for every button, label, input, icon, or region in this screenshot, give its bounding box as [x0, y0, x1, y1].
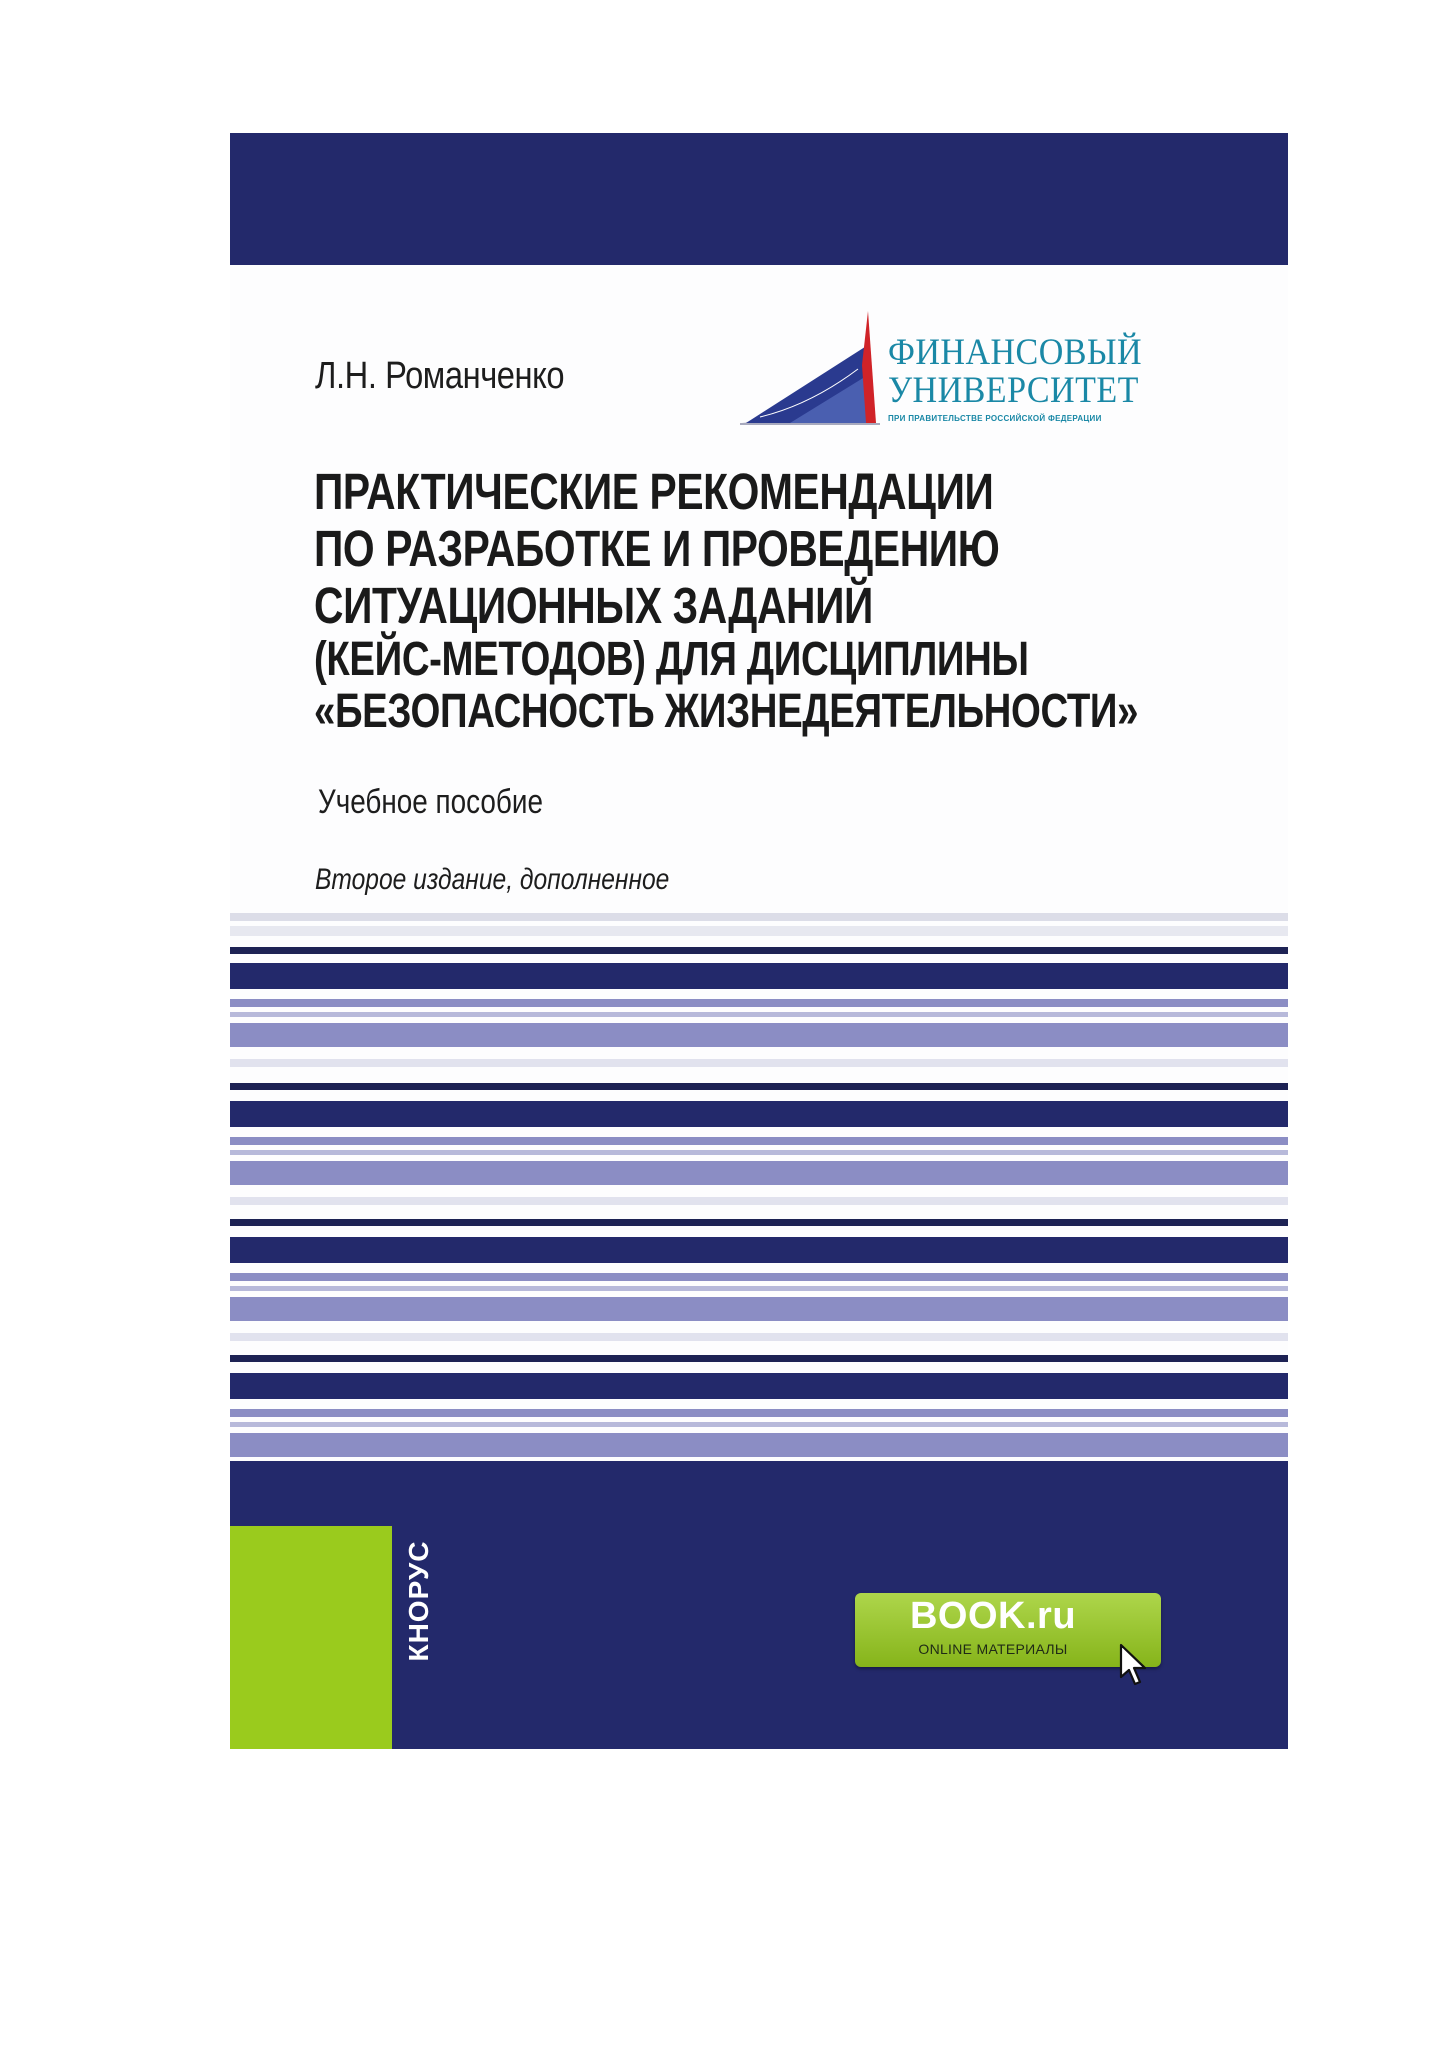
title-line: «БЕЗОПАСНОСТЬ ЖИЗНЕДЕЯТЕЛЬНОСТИ»	[314, 685, 1139, 738]
book-title	[314, 463, 1254, 738]
logo-line-3: ПРИ ПРАВИТЕЛЬСТВЕ РОССИЙСКОЙ ФЕДЕРАЦИИ	[888, 414, 1102, 423]
stripe	[230, 1059, 1288, 1067]
title-line: ПРАКТИЧЕСКИЕ РЕКОМЕНДАЦИИ	[314, 463, 994, 520]
stripe	[230, 1101, 1288, 1127]
bookru-subtitle: ONLINE МАТЕРИАЛЫ	[918, 1641, 1068, 1657]
stripe	[230, 1409, 1288, 1417]
top-navy-band	[230, 133, 1288, 265]
edition-note: Второе издание, дополненное	[315, 863, 670, 896]
stripe	[230, 999, 1288, 1007]
publisher-label: КНОРУС	[403, 1540, 434, 1662]
title-line: (КЕЙС-МЕТОДОВ) ДЛЯ ДИСЦИПЛИНЫ	[314, 633, 1029, 686]
stripe	[230, 1237, 1288, 1263]
bookru-button[interactable]	[855, 1593, 1161, 1667]
logo-line-1: ФИНАНСОВЫЙ	[888, 332, 1143, 373]
logo-line-2: УНИВЕРСИТЕТ	[888, 370, 1139, 411]
stripe	[230, 1422, 1288, 1427]
title-line: ПО РАЗРАБОТКЕ И ПРОВЕДЕНИЮ	[314, 520, 1000, 577]
stripe	[230, 1286, 1288, 1291]
stripe	[230, 1150, 1288, 1155]
stripe	[230, 1137, 1288, 1145]
stripe	[230, 1197, 1288, 1205]
university-emblem-icon	[740, 305, 890, 435]
stripe	[230, 1355, 1288, 1362]
stripe	[230, 1161, 1288, 1185]
stripe	[230, 1023, 1288, 1047]
book-subtitle: Учебное пособие	[318, 783, 543, 821]
university-logo	[740, 305, 1160, 435]
stripe	[230, 913, 1288, 921]
stripe	[230, 1083, 1288, 1090]
mouse-pointer-icon	[1119, 1643, 1151, 1689]
green-spine-block	[230, 1526, 392, 1749]
stripe	[230, 1273, 1288, 1281]
publisher-name	[393, 1526, 445, 1676]
stripe	[230, 1297, 1288, 1321]
stripe	[230, 947, 1288, 954]
bookru-title: BOOK.ru	[909, 1595, 1077, 1637]
stripe	[230, 1333, 1288, 1341]
stripe	[230, 1373, 1288, 1399]
stripe	[230, 926, 1288, 936]
stripe	[230, 963, 1288, 989]
book-cover	[230, 133, 1288, 1749]
stripe	[230, 1012, 1288, 1017]
title-line: СИТУАЦИОННЫХ ЗАДАНИЙ	[314, 577, 873, 634]
author-name: Л.Н. Романченко	[315, 355, 565, 397]
stripe	[230, 1433, 1288, 1457]
stripe	[230, 1219, 1288, 1226]
